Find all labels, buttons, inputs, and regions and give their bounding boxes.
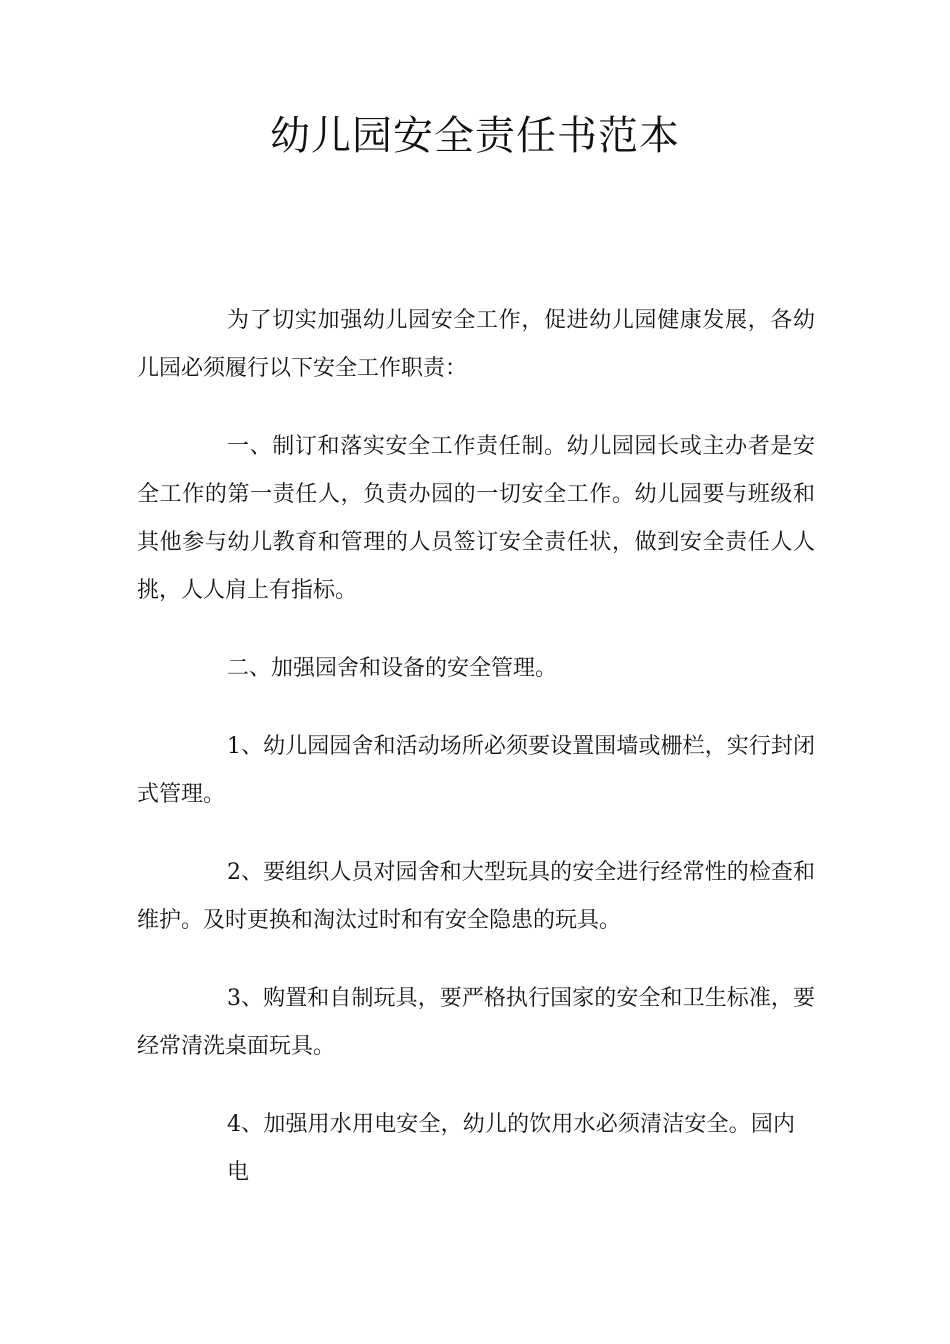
paragraph-item-3: 3、购置和自制玩具，要严格执行国家的安全和卫生标准，要经常清洗桌面玩具。	[137, 986, 815, 1059]
paragraph-section-two: 二、加强园舍和设备的安全管理。	[227, 656, 558, 681]
paragraph-section-one: 一、制订和落实安全工作责任制。幼儿园园长或主办者是安全工作的第一责任人，负责办园的一切安全工作。幼儿园要与班级和其他参与幼儿教育和管理的人员签订安全责任状，做到安全责任人人挑，人人肩上有指标。	[137, 434, 815, 603]
paragraph-item-4: 4、加强用水用电安全，幼儿的饮用水必须清洁安全。园内电	[227, 1112, 795, 1185]
paragraph-item-2: 2、要组织人员对园舍和大型玩具的安全进行经常性的检查和维护。及时更换和淘汰过时和有安全隐患的玩具。	[137, 860, 815, 933]
paragraph-intro: 为了切实加强幼儿园安全工作，促进幼儿园健康发展，各幼儿园必须履行以下安全工作职责：	[137, 308, 815, 381]
document-title: 幼儿园安全责任书范本	[270, 113, 680, 159]
document-body	[137, 297, 815, 1197]
paragraph-item-1: 1、幼儿园园舍和活动场所必须要设置围墙或栅栏，实行封闭式管理。	[137, 734, 815, 807]
